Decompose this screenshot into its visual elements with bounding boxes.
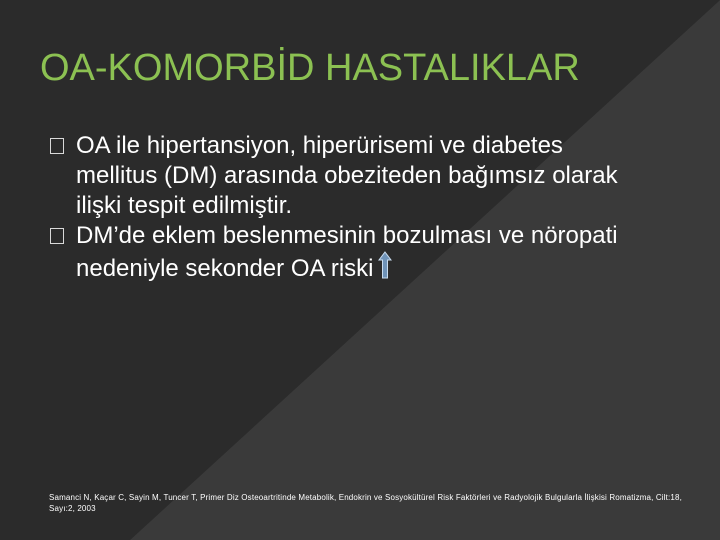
bullet-box-icon [50,228,64,244]
bullet-list [50,131,650,287]
bullet-text: OA ile hipertansiyon, hiperürisemi ve diabetes mellitus (DM) arasında obeziteden bağımsız olarak ilişki tespit edilmiştir. [76,132,618,219]
bullet-item [50,131,650,221]
bullet-box-icon [50,138,64,154]
bullet-item [50,221,650,287]
up-arrow-icon [378,251,392,287]
citation-text: Samanci N, Kaçar C, Sayin M, Tuncer T, Primer Diz Osteoartritinde Metabolik, Endokrin ve Sosyokültürel Risk Faktörleri ve Radyolojik Bulgularla İlişkisi Romatizma, Cilt:18, Sayı:2, 2003 [49,493,682,513]
slide-title: OA-KOMORBİD HASTALIKLAR [40,47,580,89]
bullet-text: DM’de eklem beslenmesinin bozulması ve nöropati nedeniyle sekonder OA riski [76,222,618,282]
